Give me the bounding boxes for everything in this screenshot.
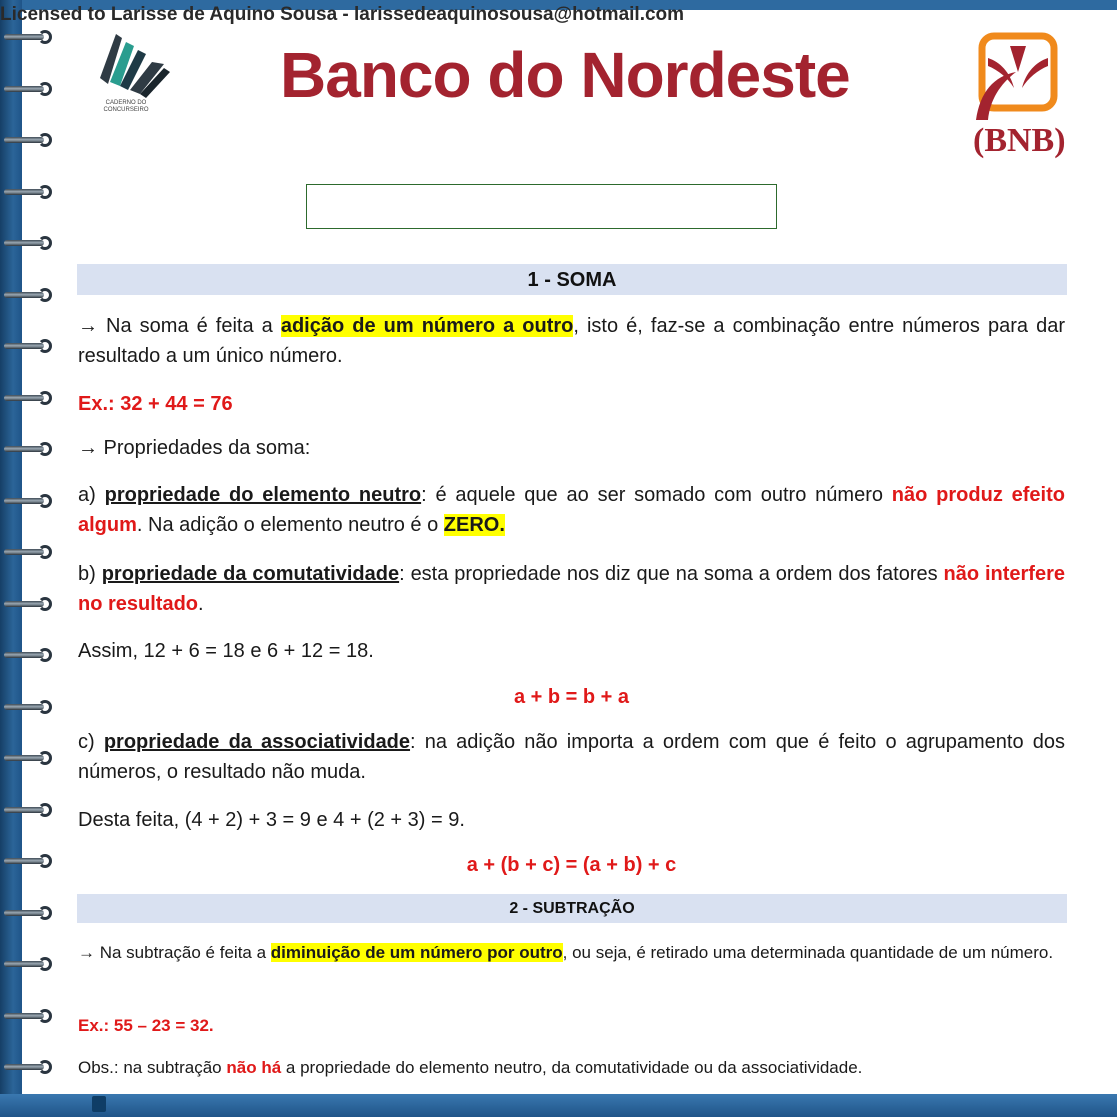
soma-example: Ex.: 32 + 44 = 76 [78,393,233,415]
property-b-paragraph: b) propriedade da comutatividade: esta propriedade nos diz que na soma a ordem dos fatores não interfere no resultado. [78,563,1065,615]
binder-ring-icon [4,597,52,611]
binder-ring-icon [4,957,52,971]
arrow-icon: → [78,943,95,962]
emphasis-text: não produz efeito algum [78,484,1065,536]
formula-commutative: a + b = b + a [513,686,630,708]
license-watermark: Licensed to Larisse de Aquino Sousa - larissedeaquinosousa@hotmail.com [0,4,685,25]
binder-ring-icon [4,30,52,44]
binder-ring-icon [4,700,52,714]
binder-ring-icon [4,494,52,508]
subtracao-observation: Obs.: na subtração não há a propriedade do elemento neutro, da comutatividade ou da associatividade. [78,1058,863,1077]
subtracao-example: Ex.: 55 – 23 = 32. [78,1016,214,1035]
binder-ring-icon [4,1060,52,1074]
binder-ring-icon [4,803,52,817]
highlight-text: diminuição de um número por outro [270,943,563,962]
bottom-band-tab [92,1096,106,1112]
section-heading-subtracao: 2 - SUBTRAÇÃO [77,894,1067,923]
property-b-example: Assim, 12 + 6 = 18 e 6 + 12 = 18. [78,640,374,662]
empty-title-box [306,184,777,229]
binder-ring-icon [4,1009,52,1023]
section-heading-soma: 1 - SOMA [77,264,1067,295]
soma-intro-paragraph: → Na soma é feita a adição de um número a outro, isto é, faz-se a combinação entre números para dar resultado a um único número. [78,315,1065,367]
bnb-logo-label: (BNB) [973,122,1066,159]
binder-ring-icon [4,82,52,96]
bottom-band [0,1094,1117,1117]
binder-ring-icon [4,391,52,405]
emphasis-text: não há [226,1058,282,1077]
caderno-logo-caption: CADERNO DO CONCURSEIRO [103,100,149,113]
binder-ring-icon [4,339,52,353]
arrow-icon: → [78,437,98,459]
property-c-example: Desta feita, (4 + 2) + 3 = 9 e 4 + (2 + 3) = 9. [78,809,465,831]
property-term: propriedade da comutatividade [101,563,400,585]
emphasis-text: não interfere no resultado [78,563,1065,615]
highlight-text: adição de um número a outro [280,315,574,337]
arrow-icon: → [78,315,98,337]
bnb-logo [970,32,1060,122]
binder-ring-icon [4,854,52,868]
binder-ring-icon [4,906,52,920]
binder-ring-icon [4,442,52,456]
binder-ring-icon [4,288,52,302]
soma-properties-intro: → Propriedades da soma: [78,437,311,459]
binder-ring-icon [4,236,52,250]
binder-ring-icon [4,545,52,559]
page-title: Banco do Nordeste [280,39,850,111]
binder-ring-icon [4,751,52,765]
property-term: propriedade do elemento neutro [104,484,422,506]
binder-ring-icon [4,185,52,199]
formula-associative: a + (b + c) = (a + b) + c [466,854,677,876]
binder-ring-icon [4,648,52,662]
property-a-paragraph: a) propriedade do elemento neutro: é aquele que ao ser somado com outro número não produz efeito algum. Na adição o elemento neutro é o ZERO. [78,484,1065,536]
property-term: propriedade da associatividade [103,731,411,753]
highlight-text: ZERO. [443,514,505,536]
binder-ring-icon [4,133,52,147]
subtracao-intro-paragraph: → Na subtração é feita a diminuição de um número por outro, ou seja, é retirado uma determinada quantidade de um número. [78,943,1054,962]
property-c-paragraph: c) propriedade da associatividade: na adição não importa a ordem com que é feito o agrupamento dos números, o resultado não muda. [78,731,1066,783]
